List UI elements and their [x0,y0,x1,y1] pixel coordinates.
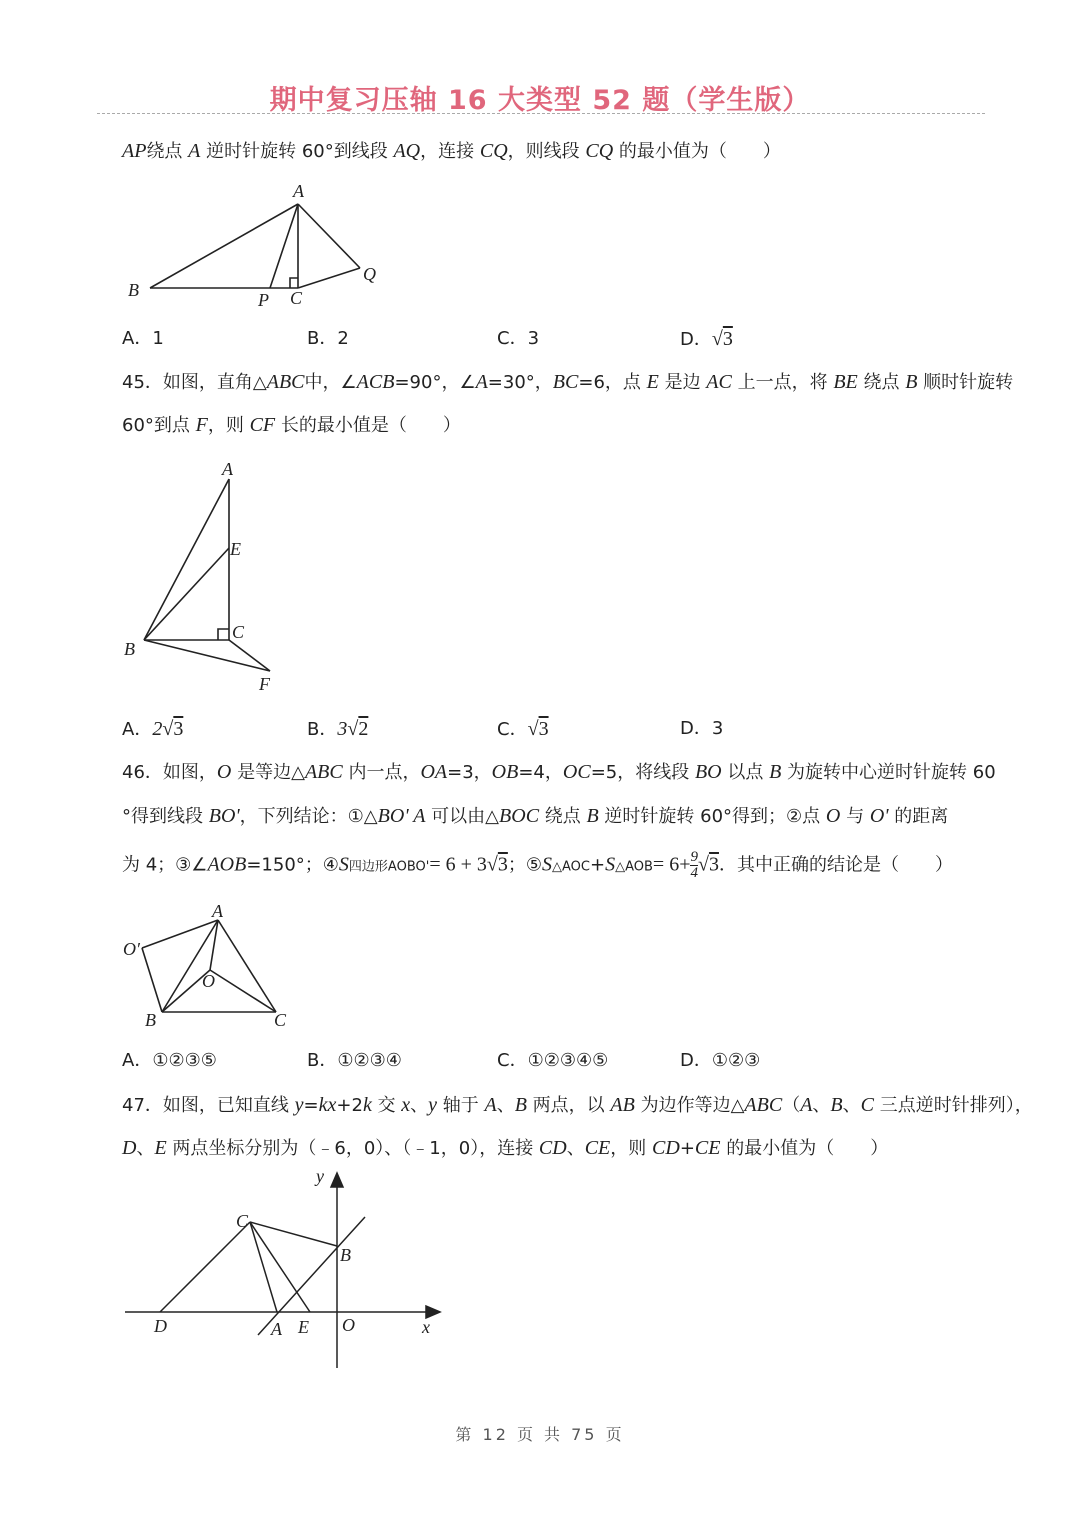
q46-option-b: B．①②③④ [307,1050,402,1071]
q47-stem-line2: D、E 两点坐标分别为（﹣6，0）、（﹣1，0），连接 CD、CE，则 CD+CE 的最小值为（ ） [122,1137,889,1159]
q47-label-y: y [316,1166,324,1186]
q45-label-a: A [222,459,233,479]
q44-label-q: Q [363,264,376,284]
q46-option-c: C．①②③④⑤ [497,1050,609,1071]
q46-figure [118,900,298,1035]
q46-option-d: D．①②③ [680,1050,761,1071]
page-footer: 第 12 页 共 75 页 [455,1425,625,1444]
q47-label-x: x [422,1317,430,1337]
q44-label-b: B [128,280,139,300]
q44-label-a: A [293,181,304,201]
q45-label-e: E [230,539,241,559]
q44-stem: AP绕点 A 逆时针旋转 60°到线段 AQ，连接 CQ，则线段 CQ 的最小值为（ ） [122,140,781,162]
q44-label-p: P [258,290,269,310]
q46-stem-line1: 46．如图，O 是等边△ABC 内一点，OA=3，OB=4，OC=5，将线段 BO 以点 B 为旋转中心逆时针旋转 60 [122,761,996,783]
q45-option-d: D．3 [680,718,724,739]
q47-label-a: A [271,1319,282,1339]
q46-label-o-prime: O′ [123,939,140,959]
q45-option-a: A．2√3 [122,718,184,740]
q46-fraction: $\frac{9}{4}$ [690,849,698,881]
q46-label-c: C [274,1010,287,1030]
q47-figure [120,1165,450,1370]
q45-figure [118,455,288,700]
q44-option-d: D．√3 [680,328,733,350]
q46-stem-line2: °得到线段 BO'，下列结论：①△BO' A 可以由△BOC 绕点 B 逆时针旋转 60°得到；②点 O 与 O' 的距离 [122,805,949,827]
q47-label-o: O [342,1315,355,1335]
q44-option-a: A．1 [122,328,164,349]
q45-label-c: C [232,622,245,642]
q47-label-d: D [154,1316,167,1336]
q45-stem-line1: 45．如图，直角△ABC中，∠ACB=90°，∠A=30°，BC=6，点 E 是边 AC 上一点，将 BE 绕点 B 顺时针旋转 [122,371,1014,393]
q47-label-e: E [298,1317,309,1337]
q45-option-b: B．3√2 [307,718,369,740]
q47-label-b: B [340,1245,351,1265]
q46-option-a: A．①②③⑤ [122,1050,217,1071]
page-header-title: 期中复习压轴 16 大类型 52 题（学生版） [269,85,811,116]
q46-label-a: A [212,901,223,921]
header-divider [97,113,985,114]
q44-figure [120,178,390,313]
q44-label-c: C [290,288,303,308]
q46-label-b: B [145,1010,156,1030]
q47-label-c: C [236,1211,249,1231]
q45-option-c: C．√3 [497,718,549,740]
q45-stem-line2: 60°到点 F，则 CF 长的最小值是（ ） [122,414,461,436]
q47-stem-line1: 47．如图，已知直线 y=kx+2k 交 x、y 轴于 A、B 两点，以 AB 为边作等边△ABC（A、B、C 三点逆时针排列）， [122,1094,1033,1116]
q44-option-c: C．3 [497,328,540,349]
q46-label-o: O [202,971,215,991]
q44-option-b: B．2 [307,328,349,349]
q46-stem-line3: 为 4；③∠AOB=150°；④S四边形AOBO'= 6 + 3√3；⑤S△AOC+S△AOB= 6+ $\frac{9}{4}$ √3．其中正确的结论是（ ） [122,849,953,881]
q45-label-b: B [124,639,135,659]
q45-label-f: F [259,674,270,694]
